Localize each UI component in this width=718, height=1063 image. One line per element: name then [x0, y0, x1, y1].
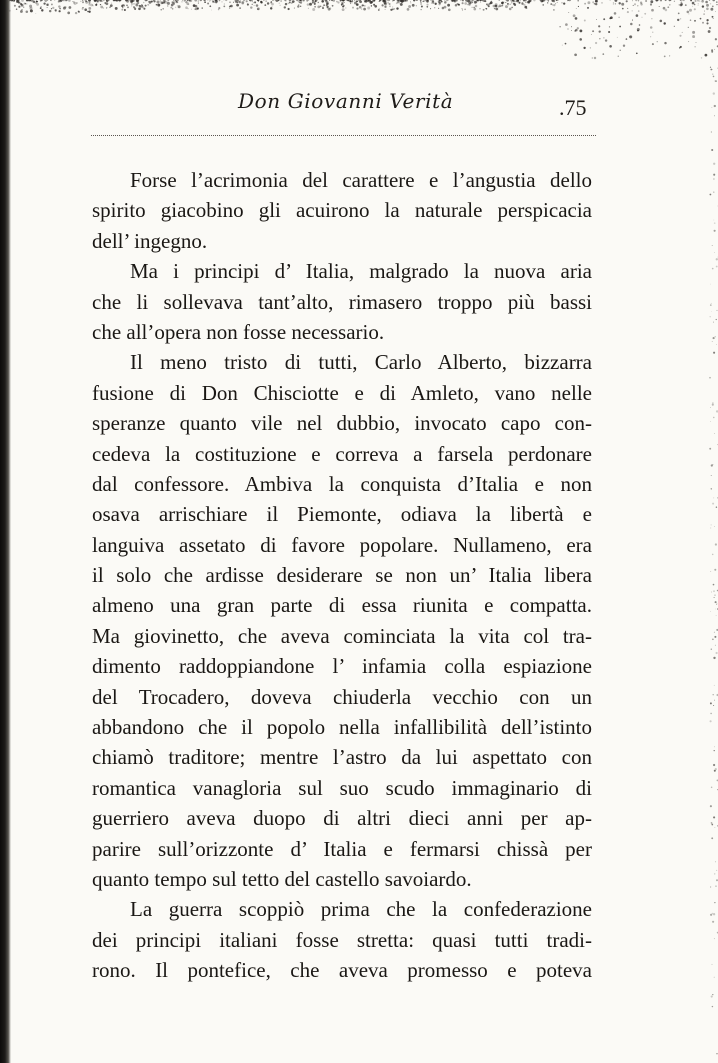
text-line: dal confessore. Ambiva la conquista d’Italia e non: [92, 471, 592, 496]
text-line: Ma i principi d’ Italia, malgrado la nuova aria: [130, 259, 592, 284]
text-line: del Trocadero, doveva chiuderla vecchio con un: [92, 684, 592, 709]
text-line: il solo che ardisse desiderare se non un’ Italia libera: [92, 563, 592, 588]
text-line: che li sollevava tant’alto, rimasero troppo più bassi: [92, 289, 592, 314]
text-line: abbandono che il popolo nella infallibilità dell’istinto: [92, 715, 592, 740]
body-text: [92, 165, 592, 986]
text-line: Il meno tristo di tutti, Carlo Alberto, bizzarra: [130, 350, 592, 375]
binding-edge: [0, 0, 11, 1063]
header-rule: [91, 135, 596, 136]
text-line: rono. Il pontefice, che aveva promesso e poteva: [92, 958, 592, 983]
scan-noise-right: [702, 0, 718, 1063]
text-line: La guerra scoppiò prima che la confederazione: [130, 897, 592, 922]
text-line: guerriero aveva duopo di altri dieci anni per ap-: [92, 806, 592, 831]
scan-noise-top: [0, 0, 718, 70]
text-line: dell’ ingegno.: [92, 228, 208, 253]
text-line: languiva assetato di favore popolare. Nullameno, era: [92, 532, 592, 557]
text-line: che all’opera non fosse necessario.: [92, 319, 385, 344]
text-line: cedeva la costituzione e correva a farsela perdonare: [92, 441, 592, 466]
text-line: dimento raddoppiandone l’ infamia colla espiazione: [92, 654, 592, 679]
text-line: fusione di Don Chisciotte e di Amleto, vano nelle: [92, 380, 592, 405]
text-line: spirito giacobino gli acuirono la naturale perspicacia: [92, 198, 592, 223]
text-line: osava arrischiare il Piemonte, odiava la libertà e: [92, 502, 592, 527]
page-number: .75: [559, 95, 587, 120]
text-line: speranze quanto vile nel dubbio, invocato capo con-: [92, 411, 592, 436]
text-line: quanto tempo sul tetto del castello savoiardo.: [92, 866, 472, 891]
text-line: romantica vanagloria sul suo scudo immaginario di: [92, 775, 592, 800]
text-line: Ma giovinetto, che aveva cominciata la vita col tra-: [92, 623, 592, 648]
text-line: parire sull’orizzonte d’ Italia e fermarsi chissà per: [92, 836, 592, 861]
text-line: almeno una gran parte di essa riunita e compatta.: [92, 593, 592, 618]
running-title: Don Giovanni Verità: [238, 89, 454, 113]
text-line: chiamò traditore; mentre l’astro da lui aspettato con: [92, 745, 592, 770]
text-line: dei principi italiani fosse stretta: quasi tutti tradi-: [92, 927, 592, 952]
text-line: Forse l’acrimonia del carattere e l’angustia dello: [130, 168, 592, 192]
